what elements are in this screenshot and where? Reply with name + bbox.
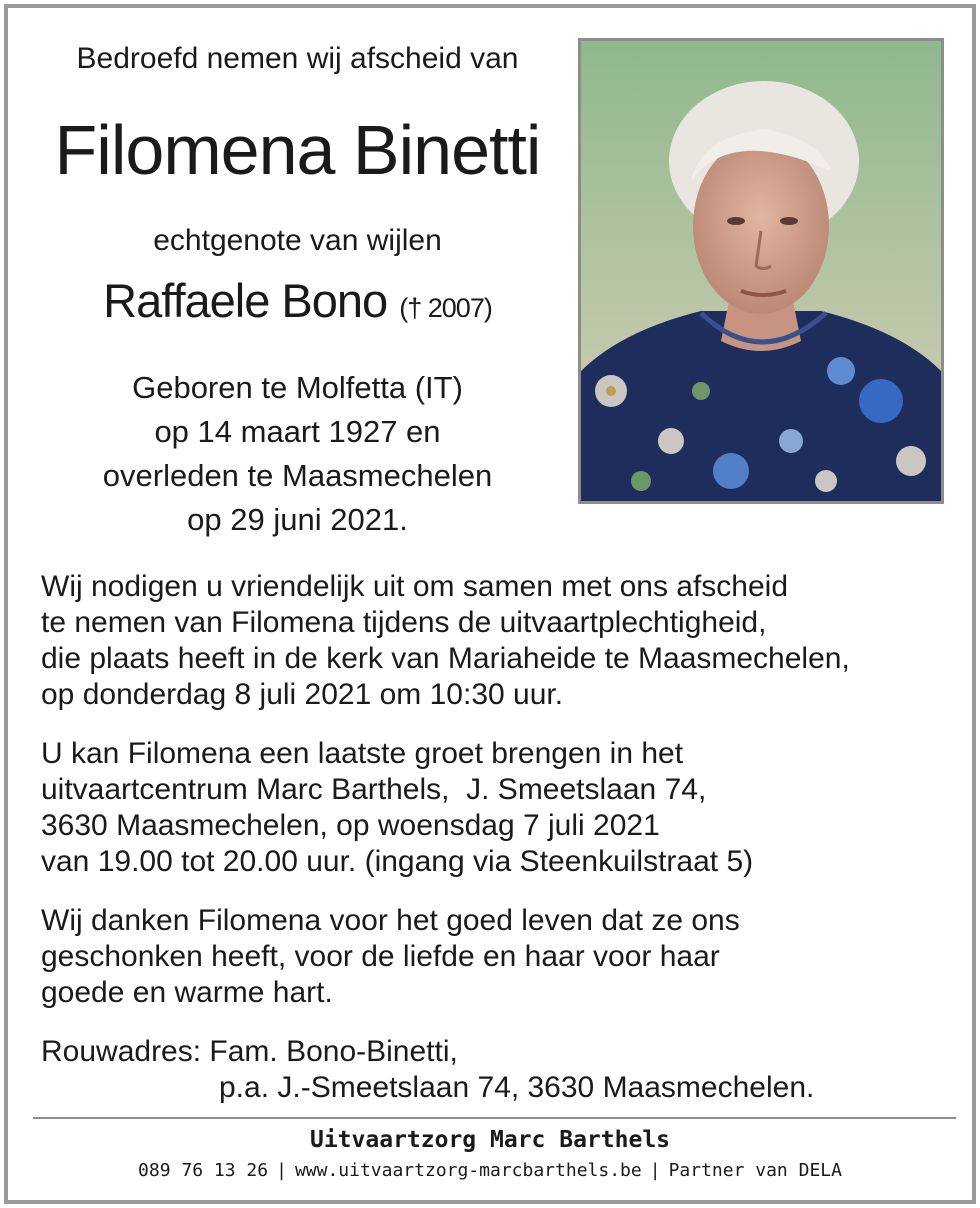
- funeral-home-contact: [0, 1160, 980, 1181]
- spouse-line: [40, 273, 555, 328]
- life-line: op 14 maart 1927 en: [154, 414, 441, 449]
- life-line: op 29 juni 2021.: [187, 502, 408, 537]
- website-link[interactable]: www.uitvaartzorg-marcbarthels.be: [294, 1160, 642, 1181]
- spouse-died: († 2007): [399, 293, 492, 323]
- paragraph-line: geschonken heeft, voor de liefde en haar voor haar: [41, 940, 720, 973]
- spouse-intro: echtgenote van wijlen: [153, 224, 442, 257]
- deceased-name: Filomena Binetti: [54, 111, 541, 189]
- paragraph-line: Wij danken Filomena voor het goed leven dat ze ons: [41, 904, 740, 937]
- funeral-paragraph: [41, 569, 941, 713]
- paragraph-line: uitvaartcentrum Marc Barthels, J. Smeetslaan 74,: [41, 773, 707, 806]
- separator: |: [649, 1160, 661, 1181]
- paragraph-line: 3630 Maasmechelen, op woensdag 7 juli 2021: [41, 809, 660, 842]
- funeral-home-name: Uitvaartzorg Marc Barthels: [309, 1127, 671, 1153]
- footer-divider: [33, 1117, 956, 1119]
- address-label: Rouwadres: Fam. Bono-Binetti,: [41, 1035, 458, 1068]
- address-line: p.a. J.-Smeetslaan 74, 3630 Maasmechelen.: [219, 1071, 815, 1104]
- life-dates: [40, 366, 555, 542]
- paragraph-line: goede en warme hart.: [41, 976, 333, 1009]
- life-line: overleden te Maasmechelen: [102, 458, 493, 493]
- paragraph-line: die plaats heeft in de kerk van Mariaheide te Maasmechelen,: [41, 642, 850, 675]
- intro-line: Bedroefd nemen wij afscheid van: [76, 42, 519, 75]
- paragraph-line: U kan Filomena een laatste groet brengen in het: [41, 737, 684, 770]
- paragraph-line: Wij nodigen u vriendelijk uit om samen met ons afscheid: [41, 570, 789, 603]
- portrait-photo: [578, 38, 944, 504]
- partner-text: Partner van DELA: [668, 1160, 842, 1181]
- paragraph-line: op donderdag 8 juli 2021 om 10:30 uur.: [41, 678, 564, 711]
- paragraph-line: van 19.00 tot 20.00 uur. (ingang via Steenkuilstraat 5): [41, 845, 754, 878]
- mourning-address: [41, 1034, 941, 1106]
- life-line: Geboren te Molfetta (IT): [132, 370, 463, 405]
- paragraph-line: te nemen van Filomena tijdens de uitvaartplechtigheid,: [41, 606, 767, 639]
- phone-number: 089 76 13 26: [138, 1160, 269, 1181]
- thanks-paragraph: [41, 903, 941, 1011]
- separator: |: [276, 1160, 287, 1181]
- visit-paragraph: [41, 736, 941, 880]
- portrait-illustration: [581, 41, 941, 501]
- spouse-name: Raffaele Bono: [103, 274, 388, 327]
